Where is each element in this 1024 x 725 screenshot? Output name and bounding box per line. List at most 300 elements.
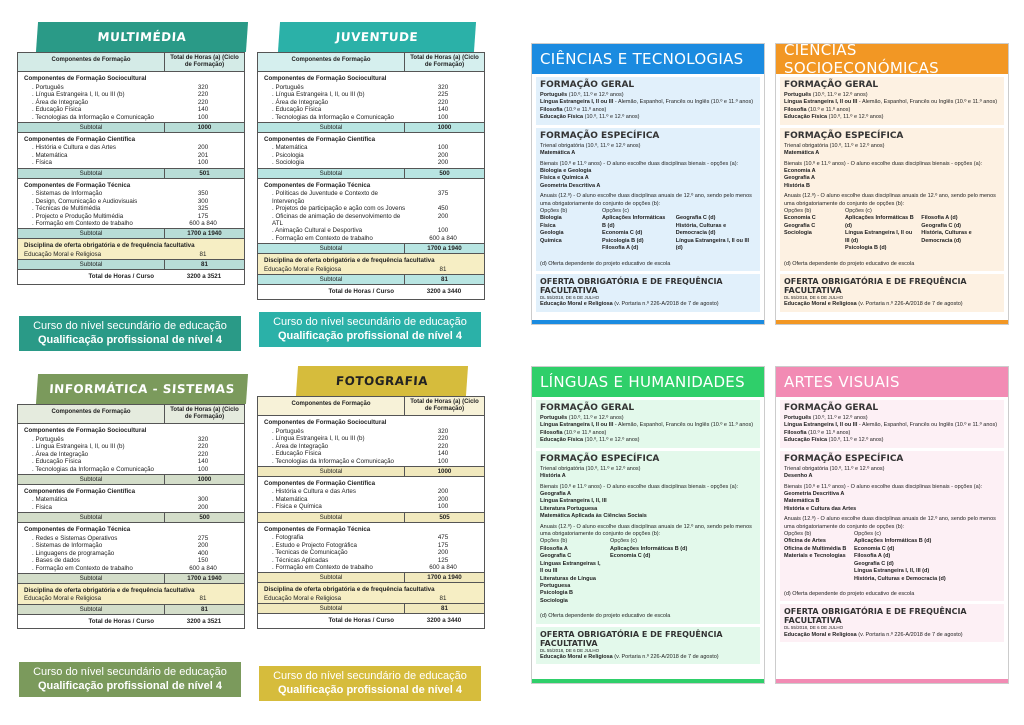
option-c: Psicologia B (d) [602,237,644,244]
group-sociocultural [258,72,484,122]
table-row [18,436,244,443]
table-row [18,550,244,557]
section-heading: FORMAÇÃO GERAL [784,403,879,413]
subtotal-label: Subtotal [79,261,103,269]
row-label: . Área de Integração [272,442,329,450]
row-hours: 225 [437,91,449,99]
note-line-1: Curso do nível secundário de educação [33,320,227,332]
bienal-subject: História e Cultura das Artes [784,505,857,512]
option-c: Língua Estrangeira I, II, III (d) [854,568,930,575]
row-hours: 175 [197,212,209,220]
row-label: . Fotografia [272,534,304,542]
table-row [258,542,484,549]
row-label: . Português [32,83,64,91]
table-row [258,435,484,442]
subtotal-label: Subtotal [79,475,103,483]
row-label: . Bases de dados [32,557,80,565]
row-label: . Formação em Contexto de trabalho [32,219,133,227]
table-row [18,144,244,151]
row-label: . Técnicas de Multimédia [32,205,101,213]
subtotal-label: Subtotal [79,574,103,582]
subtotal-label: Subtotal [79,605,103,613]
row-hours: 200 [437,151,449,159]
formacao-geral [780,77,1004,125]
total-value: 3200 a 3440 [426,617,462,625]
row-hours: 200 [437,495,449,503]
total-row [18,270,244,283]
table-row [258,84,484,91]
group-tecnica [18,179,244,229]
subtotal-label: Subtotal [319,605,343,613]
subtotal-row [18,228,244,239]
group-cientifica [18,133,244,168]
group-disciplina [258,583,484,603]
row-label: . Área de Integração [272,98,329,106]
table-row [18,205,244,212]
table-row [18,198,244,205]
option-b: Geografia C [540,553,572,560]
bienal-subject: História B [784,182,810,189]
section-heading: FORMAÇÃO ESPECÍFICA [540,130,660,141]
section-heading: FORMAÇÃO ESPECÍFICA [784,130,904,141]
row-label: . Tecnologias da Informação e Comunicação [272,457,394,465]
row-hours: 100 [197,159,209,167]
group-title: Componentes de Formação Técnica [24,526,131,534]
row-label: . Física e Química [272,503,322,511]
subtotal-row [18,573,244,584]
table-row [18,84,244,91]
options-grid [784,531,1000,583]
group-cientifica [18,485,244,512]
option-c: Aplicações Informáticas B (d) [610,545,688,552]
table-row [18,159,244,166]
subtotal-value: 505 [404,513,484,522]
table-row [18,152,244,159]
total-label: Total de Horas / Curso [88,617,154,625]
row-hours: 320 [197,435,209,443]
table-row [18,251,244,258]
row-label: . Psicologia [272,151,304,159]
table-row [18,496,244,503]
course-level-note [259,666,481,701]
geral-line: Língua Estrangeira I, II ou III - Alemão, Espanhol, Francês ou Inglês (10.º e 11.º anos) [784,422,998,429]
option-b: Psicologia B [540,590,574,597]
geral-line: Educação Física (10.º, 11.º e 12.º anos) [784,114,884,121]
opcoes-b-label: Opções (b) [540,208,568,215]
card-bottom-bar [776,320,1008,324]
subtotal-label: Subtotal [319,574,343,582]
table-row [18,557,244,564]
section-heading: FORMAÇÃO ESPECÍFICA [540,453,660,464]
group-title: Disciplina de oferta obrigatória e de frequência facultativa [264,586,435,594]
hours-table [17,52,245,285]
row-label: . Português [32,435,64,443]
option-c: Aplicações Informáticas B (d) [844,215,914,229]
oferta-obrigatoria [536,627,760,664]
row-label: . História e Cultura e das Artes [32,144,116,152]
group-title: Disciplina de oferta obrigatória e de frequência facultativa [24,586,195,594]
subtotal-row [258,274,484,285]
table-row [258,91,484,98]
oferta-obrigatoria [536,274,760,311]
row-label: . Formação em Contexto de trabalho [272,563,373,571]
total-label: Total de Horas / Curso [328,288,394,296]
row-hours: 150 [197,557,209,565]
row-hours: 100 [437,457,449,465]
emr-line: Educação Moral e Religiosa (v. Portaria n.º 226-A/2018 de 7 de agosto) [784,631,963,638]
total-row [18,615,244,628]
opcoes-b-label: Opções (b) [784,208,812,215]
bienal-subject: Física e Química A [540,175,589,182]
anuais-label: Anuais (12.º) - O aluno escolhe duas disciplinas anuais de 12.º ano, sendo pelo menos uma obrigatoriamente do conjunto de opções (b): [784,193,996,207]
total-value: 3200 a 3521 [186,617,222,625]
row-label: . Técnicas Aplicadas [272,556,329,564]
table-row [18,114,244,121]
option-c: Língua Estrangeira I, II ou III (d) [844,230,913,244]
row-label: . Educação Física [32,106,82,114]
subtotal-row [18,259,244,270]
row-hours: 140 [437,106,449,114]
emr-line: Educação Moral e Religiosa (v. Portaria n.º 226-A/2018 de 7 de agosto) [784,301,963,308]
row-label: . Matemática [272,144,308,152]
option-c: Economia C (d) [610,553,651,560]
oferta-decree: DL 55/2018, DE 6 DE JULHO [540,647,600,653]
header-components: Componentes de Formação [51,57,131,63]
group-title: Componentes de Formação Sociocultural [24,427,147,435]
oferta-heading: OFERTA OBRIGATÓRIA E DE FREQUÊNCIA FACULTATIVA [784,277,967,296]
table-row [18,458,244,465]
table-row [18,466,244,473]
emr-line: Educação Moral e Religiosa (v. Portaria n.º 226-A/2018 de 7 de agosto) [540,301,719,308]
subtotal-value: 1700 a 1940 [164,574,244,583]
option-c: Filosofia A (d) [854,553,891,560]
section-heading: FORMAÇÃO ESPECÍFICA [784,453,904,464]
table-row [258,458,484,465]
group-disciplina [258,254,484,274]
subtotal-row [18,512,244,523]
table-row [258,496,484,503]
subtotal-label: Subtotal [79,230,103,238]
total-row [258,614,484,627]
geral-line: Português (10.º, 11.º e 12.º anos) [540,415,624,421]
note-line-1: Curso do nível secundário de educação [33,666,227,678]
trienal-subject: Desenho A [784,473,813,480]
row-hours: 140 [437,450,449,458]
table-row [258,213,484,228]
option-c: Aplicações Informáticas B (d) [602,215,666,229]
table-row [258,266,484,273]
group-title: Componentes de Formação Técnica [24,181,131,189]
subtotal-row [258,243,484,254]
row-label: . Oficinas de animação de desenvolvimento de ATL [272,212,401,227]
card-title: CIÊNCIAS SOCIOECONÓMICAS [776,44,1008,74]
table-row [18,213,244,220]
header-hours: Total de Horas (a) (Ciclo de Formação) [404,53,484,71]
formacao-especifica [536,128,760,271]
hours-table [17,404,245,629]
group-title: Disciplina de oferta obrigatória e de frequência facultativa [264,257,435,265]
opcoes-c-label: Opções (c) [854,531,881,538]
option-b: Química [540,237,562,244]
geral-line: Língua Estrangeira I, II ou III - Alemão, Espanhol, Francês ou Inglês (10.º e 11.º anos) [540,99,754,106]
table-row [258,595,484,602]
subtotal-value: 81 [164,605,244,614]
row-hours: 220 [197,91,209,99]
row-hours: 220 [197,443,209,451]
row-label: . Tecnicas de Comunicação [272,549,348,557]
anuais-label: Anuais (12.º) - O aluno escolhe duas disciplinas anuais de 12.º ano, sendo pelo menos uma obrigatoriamente do conjunto de opções (b): [540,523,752,538]
row-label: . Português [272,427,304,435]
bienal-subject: Matemática Aplicada às Ciências Sociais [540,513,647,520]
option-b: Literaturas de Língua Portuguesa [540,575,596,590]
subtotal-label: Subtotal [319,169,343,177]
trienal-subject: Matemática A [784,150,820,157]
table-row [258,549,484,556]
row-hours: 81 [199,595,207,603]
row-label: . Educação Física [272,450,322,458]
bienal-label: Bienais (10.º e 11.º anos) - O aluno escolhe duas disciplinas bienais - opções (a): [540,160,739,167]
row-hours: 300 [197,197,209,205]
row-label: . Design, Comunicação e Audiovisuais [32,197,138,205]
row-hours: 220 [437,442,449,450]
trienal-label: Trienal obrigatória (10.º, 11.º e 12.º anos) [784,142,885,149]
row-hours: 600 a 840 [429,563,457,571]
row-label: . Animação Cultural e Desportiva [272,227,363,235]
subtotal-label: Subtotal [319,245,343,253]
bienal-subject: Geometria Descritiva A [784,490,845,497]
group-title: Componentes de Formação Sociocultural [264,75,387,83]
oferta-decree: DL 55/2018, DE 6 DE JULHO [784,625,844,631]
row-label: . Políticas de Juventude e Contexto de Intervenção [272,190,378,205]
option-b: Oficina de Artes [784,538,826,545]
option-b: Materiais e Tecnologias [784,553,846,560]
row-label: . Sociologia [272,159,305,167]
row-label: . Projecto e Produção Multimédia [32,212,124,220]
table-row [18,565,244,572]
note-line-2: Qualificação profissional de nível 4 [277,684,462,697]
row-label: . Tecnologias da Informação e Comunicação [32,465,154,473]
row-hours: 81 [439,594,447,602]
row-hours: 220 [437,98,449,106]
group-title: Disciplina de oferta obrigatória e de frequência facultativa [24,242,195,250]
row-hours: 320 [437,427,449,435]
group-cientifica [258,133,484,168]
course-title: MULTIMÉDIA [36,22,248,52]
table-row [258,144,484,151]
opcoes-c-label: Opções (c) [602,208,629,215]
bienal-label: Bienais (10.º e 11.º anos) - O aluno escolhe duas disciplinas bienais - opções (a): [784,483,983,490]
oferta-obrigatoria [780,274,1004,311]
subtotal-row [18,168,244,179]
row-label: . Matemática [32,496,68,504]
row-label: . Formação em Contexto de trabalho [272,234,373,242]
row-label: . Língua Estrangeira I, II, ou III (b) [272,91,365,99]
header-hours: Total de Horas (a) (Ciclo de Formação) [164,405,244,423]
group-sociocultural [18,72,244,122]
geral-line: Português (10.º, 11.º e 12.º anos) [784,92,868,98]
card-av [775,366,1009,684]
table-row [18,91,244,98]
row-label: . Sistemas de Informação [32,190,103,198]
header-components: Componentes de Formação [51,409,131,415]
course-level-note [19,316,241,351]
subtotal-value: 1000 [404,467,484,476]
option-c: Aplicações Informáticas B (d) [854,538,932,545]
oferta-note: (d) Oferta dependente do projeto educativo de escola [540,613,671,620]
oferta-heading: OFERTA OBRIGATÓRIA E DE FREQUÊNCIA FACULTATIVA [540,629,723,648]
option-c: Geografia C (d) [921,222,962,229]
group-title: Componentes de Formação Científica [24,136,136,143]
option-b: Oficina de Multimédia B [784,545,847,552]
row-hours: 100 [437,503,449,511]
option-b: Línguas Estrangeiras I, II ou III [540,560,601,575]
row-label: . Redes e Sistemas Operativos [32,534,118,542]
subtotal-row [18,122,244,133]
option-c: Geografia C (d) [854,560,894,567]
geral-line: Educação Física (10.º, 11.º e 12.º anos) [540,437,640,444]
card-title: LÍNGUAS E HUMANIDADES [532,367,764,397]
table-row [18,220,244,227]
row-hours: 400 [197,549,209,557]
subtotal-label: Subtotal [79,123,103,131]
geral-line: Filosofia (10.º e 11.º anos) [540,106,607,113]
subtotal-row [258,572,484,583]
row-hours: 200 [437,159,449,167]
row-hours: 275 [197,534,209,542]
subtotal-label: Subtotal [79,514,103,522]
bienal-subject: Biologia e Geologia [540,167,592,174]
course-title: FOTOGRAFIA [296,366,468,396]
table-row [18,542,244,549]
row-label: . História e Cultura e das Artes [272,488,356,496]
row-label: . Educação Física [32,458,82,466]
table-row [18,443,244,450]
row-hours: 220 [197,450,209,458]
row-hours: 375 [437,190,449,198]
header-hours: Total de Horas (a) (Ciclo de Formação) [164,53,244,71]
table-row [258,557,484,564]
table-row [258,503,484,510]
row-hours: 600 a 840 [189,219,217,227]
anuais-label: Anuais (12.º) - O aluno escolhe duas disciplinas anuais de 12.º ano, sendo pelo menos uma obrigatoriamente do conjunto de opções (b): [540,193,752,207]
row-label: . Matemática [272,495,308,503]
card-lh [531,366,765,684]
card-ct [531,43,765,325]
trienal-label: Trienal obrigatória (10.º, 11.º e 12.º anos) [540,142,641,149]
row-label: . Linguagens de programação [32,549,115,557]
row-hours: 325 [197,205,209,213]
row-hours: 600 a 840 [429,234,457,242]
trienal-subject: História A [540,473,566,480]
formacao-geral [780,400,1004,448]
bienal-subject: Geografia A [784,175,815,182]
section-heading: FORMAÇÃO GERAL [540,80,635,90]
opcoes-c-label: Opções (c) [610,538,637,545]
option-b: Sociologia [540,597,568,604]
group-title: Componentes de Formação Sociocultural [24,75,147,83]
opcoes-b-label: Opções (b) [540,538,568,545]
option-c: Economia C (d) [602,230,643,237]
table-row [18,451,244,458]
row-hours: 600 a 840 [189,564,217,572]
options-grid [540,208,756,253]
subtotal-value: 500 [404,169,484,178]
subtotal-value: 1700 a 1940 [404,573,484,582]
subtotal-value: 81 [404,604,484,613]
row-hours: 125 [437,556,449,564]
row-hours: 100 [197,465,209,473]
row-label: Educação Moral e Religiosa [24,250,102,258]
subtotal-row [18,474,244,485]
geral-line: Língua Estrangeira I, II ou III - Alemão, Espanhol, Francês ou Inglês (10.º e 11.º anos) [784,99,998,106]
option-b: Filosofia A [540,545,568,552]
group-disciplina [18,239,244,259]
option-c: Língua Estrangeira I, II ou III (d) [675,237,750,252]
option-c: História, Culturas e Democracia (d) [921,230,972,244]
table-row [258,114,484,121]
subtotal-value: 81 [404,275,484,284]
table-row [258,106,484,113]
total-label: Total de Horas / Curso [328,617,394,625]
note-line-2: Qualificação profissional de nível 4 [277,330,462,343]
row-label: Educação Moral e Religiosa [24,595,102,603]
row-label: . Tecnologias da Informação e Comunicação [272,113,394,121]
row-label: . Física [32,159,52,167]
row-hours: 200 [197,542,209,550]
subtotal-label: Subtotal [79,169,103,177]
table-row [258,99,484,106]
row-hours: 475 [437,534,449,542]
group-cientifica [258,477,484,512]
bienal-subject: Geografia A [540,490,571,497]
option-b: Física [540,222,556,229]
option-b: Geografia C [784,222,816,229]
row-label: Educação Moral e Religiosa [264,265,342,273]
section-heading: FORMAÇÃO GERAL [784,80,879,90]
subtotal-value: 1700 a 1940 [164,229,244,238]
table-row [258,428,484,435]
trienal-label: Trienal obrigatória (10.º, 11.º e 12.º anos) [540,465,641,472]
subtotal-row [258,122,484,133]
subtotal-value: 1700 a 1940 [404,244,484,253]
subtotal-label: Subtotal [319,513,343,521]
option-b: Biologia [540,215,562,222]
bienal-subject: Literatura Portuguesa [540,505,598,512]
table-row [18,535,244,542]
group-title: Componentes de Formação Científica [264,480,376,487]
table-row [18,106,244,113]
formacao-geral [536,400,760,448]
options-grid [784,208,1000,253]
option-b: Economia C [784,215,816,222]
course-level-note [19,662,241,697]
row-hours: 100 [197,113,209,121]
geral-line: Português (10.º, 11.º e 12.º anos) [784,415,868,421]
row-label: . Educação Física [272,106,322,114]
subtotal-label: Subtotal [319,275,343,283]
group-title: Componentes de Formação Técnica [264,181,371,189]
geral-line: Filosofia (10.º e 11.º anos) [784,429,851,436]
course-title: INFORMÁTICA - SISTEMAS [36,374,248,404]
table-row [258,235,484,242]
total-value: 3200 a 3521 [186,273,222,281]
option-c: Economia C (d) [854,545,895,552]
header-hours: Total de Horas (a) (Ciclo de Formação) [404,397,484,415]
row-hours: 200 [437,549,449,557]
group-disciplina [18,584,244,604]
subtotal-label: Subtotal [319,467,343,475]
row-label: . Física [32,503,52,511]
